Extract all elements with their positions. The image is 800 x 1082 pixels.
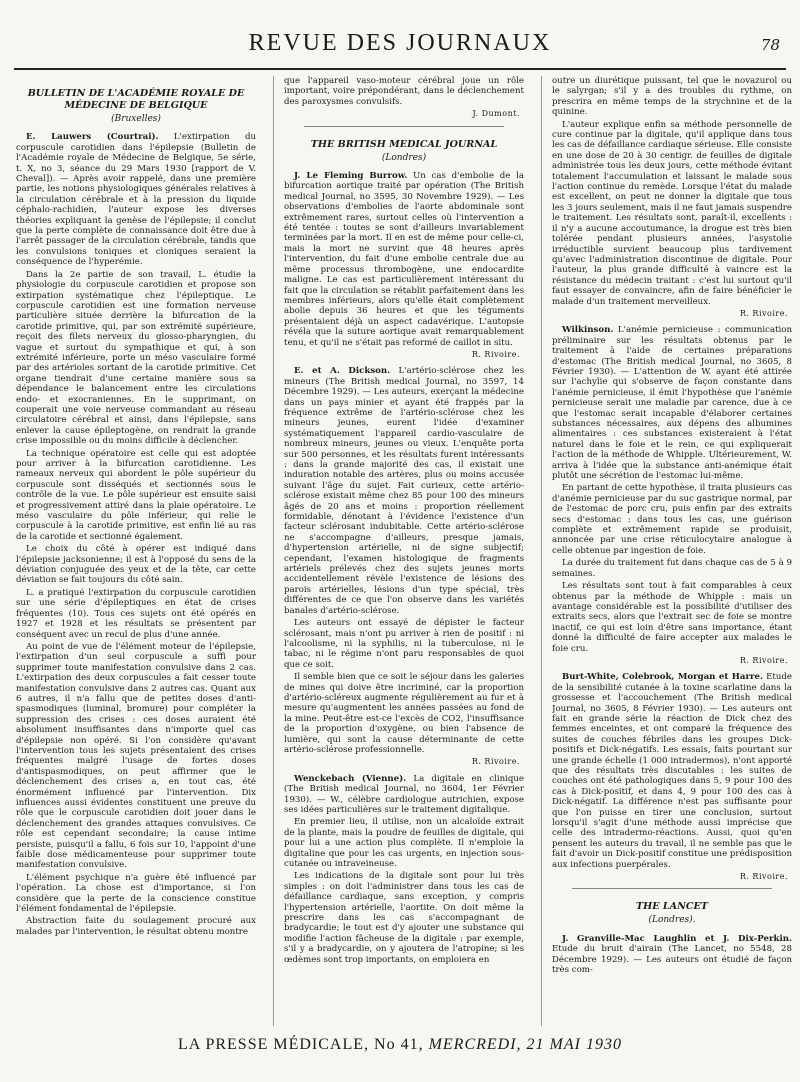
journal-location: (Londres) <box>381 152 427 163</box>
article-paragraph: L. a pratiqué l'extirpation du corpuscule carotidien sur une série d'épileptiques en état de crises fréquentes (10). Tous ces sujets ont été opérés en 1927 et 1928 et les résultats se présentent par conséquent avec un recul de plus d'une année. <box>16 587 256 640</box>
article-author: E. et A. Dickson. <box>294 366 391 377</box>
article-signature: R. Rivoire. <box>471 757 520 767</box>
columns-container <box>16 76 792 1026</box>
journal-heading: THE LANCET <box>636 901 708 913</box>
article-paragraph <box>16 132 256 267</box>
article-paragraph: La technique opératoire est celle qui est adoptée pour arriver à la bifurcation carotidienne. Les rameaux nerveux qui abordent le pôle supérieur du corpuscule sont disséqués et sectionnés sous le contrôle de la vue. Le pôle supérieur est ensuite saisi et progressivement attiré dans la plaie opératoire. Le méso vasculaire du pôle inférieur, qui relie le corpuscule à la carotide primitive, est enfin lié au ras de la carotide et sectionné également. <box>16 448 256 542</box>
article-paragraph <box>284 774 524 816</box>
article-paragraph: Les indications de la digitale sont pour lui très simples : on doit l'administrer dans tous les cas de défaillance cardiaque, sans exception, y compris l'hypertension artérielle, l'aortite. On doit même la prescrire dans les cas s'accompagnant de bradycardie; le tout est d'y ajouter une substance qui modifie l'action fâcheuse de la digitale : par exemple, s'il y a bradycardie, on y ajoutera de l'atropine; si les œdèmes sont trop importants, on emploiera en <box>284 871 524 965</box>
article-text: L'extirpation du corpuscule carotidien dans l'épilepsie (Bulletin de l'Académie royale de Médecine de Belgique, 5e série, t. X, no 3, séance du 29 Mars 1930 [rapport de V. Cheval]). — Après avoir rappelé, dans une première partie, les notions physiologiques générales relatives à la circulation cérébrale et à la pression du liquide céphalo-rachidien, l'auteur expose les diverses théories expliquant la genèse de l'épilepsie; il conclut que la perte complète de connaissance doit être due à l'arrêt passager de la circulation cérébrale, tandis que les convulsions toniques et cloniques seraient la conséquence de l'hyperémie. <box>16 132 256 268</box>
article-signature: J. Dumont. <box>472 109 520 119</box>
article-text: La digitale en clinique (The British medical Journal, no 3604, 1er Février 1930). — W., célèbre cardiologue autrichien, expose ses idées particulières sur le traitement digitalique. <box>284 773 524 815</box>
article-paragraph: Les auteurs ont essayé de dépister le facteur sclérosant, mais n'ont pu arriver à rien de positif : ni l'alcoolisme, ni la syphilis, ni la tuberculose, ni le tabac, ni le régime n'ont paru responsables de quoi que ce soit. <box>284 618 524 670</box>
column-2 <box>284 76 524 1026</box>
footer-date: MERCREDI, 21 MAI 1930 <box>428 1036 622 1053</box>
article-author: J. Le Fleming Burrow. <box>294 171 408 182</box>
article-text: Etude du bruit d'airain (The Lancet, no 5548, 28 Décembre 1929). — Les auteurs ont étudié de façon très com- <box>552 944 792 976</box>
footer-publication: LA PRESSE MÉDICALE, No 41, <box>178 1036 424 1053</box>
page-footer <box>0 1036 800 1054</box>
column-3 <box>552 76 792 1026</box>
article-author: Burt-White, Colebrook, Morgan et Harre. <box>562 672 763 683</box>
section-separator <box>572 888 772 889</box>
column-divider <box>541 76 542 1026</box>
page-number: 78 <box>760 36 780 54</box>
article-paragraph <box>284 171 524 348</box>
section-separator <box>304 126 504 127</box>
article-text: Etude de la sensibilité cutanée à la toxine scarlatine dans la grossesse et l'accouchement (The British medical Journal, no 3605, 8 Février 1930). — Les auteurs ont fait en grande série la réaction de Dick chez des femmes enceintes, et ont comparé la fréquence des suites de couches fébriles dans les groupes Dick-positifs et Dick-négatifs. Les essais, faits pourtant sur une grande échelle (1 000 intradermos), n'ont apporté que des résultats très discutables : les suites de couches ont été pathologiques dans 5, 9 pour 100 des cas à Dick-positif, et dans 4, 9 pour 100 des cas à Dick-négatif. La différence n'est pas suffisante pour que l'on puisse en tirer une conclusion, surtout lorsqu'il s'agit d'une méthode aussi imprécise que celle des intradermo-réactions. Aussi, quoi qu'en pensent les auteurs du travail, il ne semble pas que le fait d'avoir un Dick-positif constitue une prédisposition aux infections puerpérales. <box>552 672 792 870</box>
article-text: L'anémie pernicieuse : communication préliminaire sur les résultats obtenus par le traitement à l'aide de certaines préparations d'estomac (The British medical Journal, no 3605, 8 Février 1930). — L'attention de W. ayant été attirée sur l'achylie qui s'observe de façon constante dans l'anémie pernicieuse, il émit l'hypothèse que l'anémie pernicieuse serait une maladie par carence, due à ce que l'estomac serait incapable d'élaborer certaines substances nécessaires, aux dépens des albumines alimentaires : ces substances existeraient à l'état naturel dans le foie et le rein, ce qui expliquerait l'action de la méthode de Whipple. Ultérieurement, W. arriva à l'idée que la substance anti-anémique était plutôt une sécrétion de l'estomac lui-même. <box>552 325 792 482</box>
article-paragraph: Au point de vue de l'élément moteur de l'épilepsie, l'extirpation d'un seul corpuscule a suffi pour supprimer toute manifestation convulsive dans 2 cas. L'extirpation des deux corpuscules a fait cesser toute manifestation convulsive dans 2 autres cas. Quant aux 6 autres, il n'a fallu que de petites doses d'anti-spasmodiques (luminal, bromure) pour compléter la suppression des crises : ces doses auraient été absolument insuffisantes dans n'importe quel cas d'épilepsie non opéré. Si l'on considère qu'avant l'intervention tous les sujets présentaient des crises fréquentes malgré l'usage de fortes doses d'antispasmodiques, on peut affirmer que le déclenchement des crises a, en tout cas, été énormément influencé par l'intervention. Dix influences aussi évidentes constituent une preuve du rôle que le corpuscule carotidien doit jouer dans le déclenchement des grandes attaques convulsives. Ce rôle est cependant secondaire; la cause intime persiste, puisqu'il a fallu, 6 fois sur 10, l'appoint d'une faible dose médicamenteuse pour supprimer toute manifestation convulsive. <box>16 641 256 871</box>
column-divider <box>273 76 274 1026</box>
article-text: Un cas d'embolie de la bifurcation aortique traité par opération (The British medical Journal, no 3595, 30 Novembre 1929). — Les observations d'embolies de l'aorte abdominale sont extrêmement rares, surtout celles où l'intervention a été tentée : toutes se sont d'ailleurs invariablement terminées par la mort. Il en est de même pour celle-ci, mais la mort ne survint que 48 heures après l'intervention, du fait d'une embolie centrale due au même processus thrombogène, une endocardite maligne. Le cas est particulièrement intéressant du fait que la circulation se rétablit parfaitement dans les membres inférieurs, alors qu'elle était complètement abolie depuis 36 heures et que les téguments présentaient déjà un aspect cadavérique. L'autopsie révéla que la suture aortique avait remarquablement tenu, et qu'il ne s'était pas reformé de caillot in situ. <box>284 171 524 348</box>
page-header <box>14 28 786 70</box>
article-author: Wenckebach (Vienne). <box>294 773 407 784</box>
article-signature: R. Rivoire. <box>739 872 788 882</box>
article-paragraph: En partant de cette hypothèse, il traita plusieurs cas d'anémie pernicieuse par du suc gastrique normal, par de l'estomac de porc cru, puis enfin par des extraits secs d'estomac : dans tous les cas, une guérison complète et extrêmement rapide se produisit, annoncée par une crise réticulocytaire analogue à celle obtenue par ingestion de foie. <box>552 483 792 556</box>
article-paragraph: L'élément psychique n'a guère été influencé par l'opération. La chose est d'importance, si l'on considère que la perte de la conscience constitue l'élément fondamental de l'épilepsie. <box>16 872 256 915</box>
article-author: Wilkinson. <box>562 325 614 336</box>
continuation-paragraph: que l'appareil vaso-moteur cérébral joue un rôle important, voire prépondérant, dans le déclenchement des paroxysmes convulsifs. <box>284 76 524 107</box>
article-signature: R. Rivoire. <box>739 655 788 665</box>
article-author: E. Lauwers (Courtrai). <box>26 132 159 143</box>
article-signature: R. Rivoire. <box>471 349 520 359</box>
journal-location: (Londres). <box>648 915 696 926</box>
continuation-paragraph: outre un diurétique puissant, tel que le novazurol ou le salyrgan; s'il y a des troubles du rythme, on prescrira en même temps de la strychnine et de la quinine. <box>552 76 792 118</box>
article-paragraph: L'auteur explique enfin sa méthode personnelle de cure continue par la digitale, qu'il applique dans tous les cas de défaillance cardiaque sérieuse. Elle consiste en une dose de 20 à 30 centigr. de feuilles de digitale administrée tous les deux jours, cette méthode évitant totalement l'accumulation et laissant le malade sous l'action continue du remède. Lorsque l'état du malade est excellent, on peut ne donner la digitale que tous les 3 jours seulement, mais il ne faut jamais suspendre le traitement. Les résultats sont, paraît-il, excellents : il n'y a aucune accoutumance, la drogue est très bien tolérée pendant plusieurs années, l'asystolie irréductible survient beaucoup plus tardivement qu'avec l'administration discontinue de digitale. Pour l'auteur, la plus grande difficulté à vaincre est la résistance du médecin traitant : c'est lui surtout qu'il faut essayer de convaincre, afin de faire bénéficier le malade d'un traitement merveilleux. <box>552 119 792 307</box>
article-paragraph: La durée du traitement fut dans chaque cas de 5 à 9 semaines. <box>552 558 792 579</box>
column-1 <box>16 76 256 1026</box>
article-paragraph: Les résultats sont tout à fait comparables à ceux obtenus par la méthode de Whipple : mais un avantage considérable est la possibilité d'utiliser des extraits secs, alors que l'extrait sec de foie se montre inactif, ce qui est loin d'être sans importance, étant donné la difficulté de faire accepter aux malades le foie cru. <box>552 581 792 654</box>
article-paragraph: En premier lieu, il utilise, non un alcaloïde extrait de la plante, mais la poudre de feuilles de digitale, qui pour lui a une action plus complète. Il n'emploie la digitaline que pour les cas urgents, en injection sous-cutanée ou intraveineuse. <box>284 817 524 870</box>
article-paragraph <box>552 325 792 481</box>
article-text: L'artério-sclérose chez les mineurs (The British medical Journal, no 3597, 14 Décembre 1929). — Les auteurs, exerçant la médecine dans un pays minier et ayant été frappés par la fréquence extrême de l'artério-sclérose chez les mineurs jeunes, eurent l'idée d'examiner systématiquement l'appareil cardio-vasculaire de nombreux mineurs, jeunes ou vieux. L'enquête porta sur 500 personnes, et les résultats furent intéressants : dans la grande majorité des cas, il existait une induration notable des artères, plus ou moins accusée suivant l'âge du sujet. Fait curieux, cette artério-sclérose existait même chez 85 pour 100 des mineurs âgés de 20 ans et moins : proportion réellement formidable, dénotant à l'évidence l'existence d'un facteur sclérosant indubitable. Cette artério-sclérose ne s'accompagne d'ailleurs, presque jamais, d'hypertension artérielle, ni de signe subjectif; cependant, l'examen histologique de fragments artériels prélevés chez des sujets jeunes morts accidentellement révèle l'existence de lésions des parois artérielles, lésions d'un type spécial, très différentes de ce que l'on observe dans les variétés banales d'artério-sclérose. <box>284 366 524 616</box>
article-signature: R. Rivoire. <box>739 308 788 318</box>
article-paragraph: Abstraction faite du soulagement procuré aux malades par l'intervention, le résultat obtenu montre <box>16 916 256 937</box>
journal-heading: THE BRITISH MEDICAL JOURNAL <box>310 138 498 150</box>
journal-heading: BULLETIN DE L'ACADÉMIE ROYALE DE MÉDECINE DE BELGIQUE <box>27 88 245 111</box>
article-paragraph: Il semble bien que ce soit le séjour dans les galeries de mines qui doive être incriminé, car la proportion d'artério-scléreux augmente régulièrement au fur et à mesure qu'augmentent les années passées au fond de la mine. Peut-être est-ce l'excès de CO2, l'insuffisance de la proportion d'oxygène, ou bien l'absence de lumière, qui sont la cause déterminante de cette artério-sclérose professionnelle. <box>284 672 524 755</box>
article-author: J. Granville-Mac Laughlin et J. Dix-Perkin. <box>562 933 792 944</box>
journal-title: REVUE DES JOURNAUX <box>248 30 552 56</box>
article-paragraph <box>284 366 524 616</box>
article-paragraph <box>552 934 792 976</box>
article-paragraph: Dans la 2e partie de son travail, L. étudie la physiologie du corpuscule carotidien et propose son extirpation systématique chez l'épileptique. Le corpuscule carotidien est une formation nerveuse particulière située derrière la bifurcation de la carotide primitive, qui, par son extrémité supérieure, reçoit des filets nerveux du glosso-pharyngien, du vague et surtout du sympathique et qui, à son extrémité inférieure, porte un méso vasculaire formé par des artérioles sortant de la carotide primitive. Cet organe tiendrait d'une certaine manière sous sa dépendance le balancement entre les circulations endo- et exocraniennes. En le supprimant, on couperait une voie nerveuse commandant au réseau circulatoire cérébral et ainsi, dans l'épilepsie, sans enlever la cause épileptogène, on rendrait la grande crise impossible ou du moins difficile à déclencher. <box>16 269 256 447</box>
journal-location: (Bruxelles) <box>111 114 161 124</box>
article-paragraph <box>552 672 792 870</box>
article-paragraph: Le choix du côté à opérer est indiqué dans l'épilepsie jacksonienne; il est à l'opposé du sens de la déviation conjuguée des yeux et de la tête, car cette déviation se fait toujours du côté sain. <box>16 544 256 586</box>
